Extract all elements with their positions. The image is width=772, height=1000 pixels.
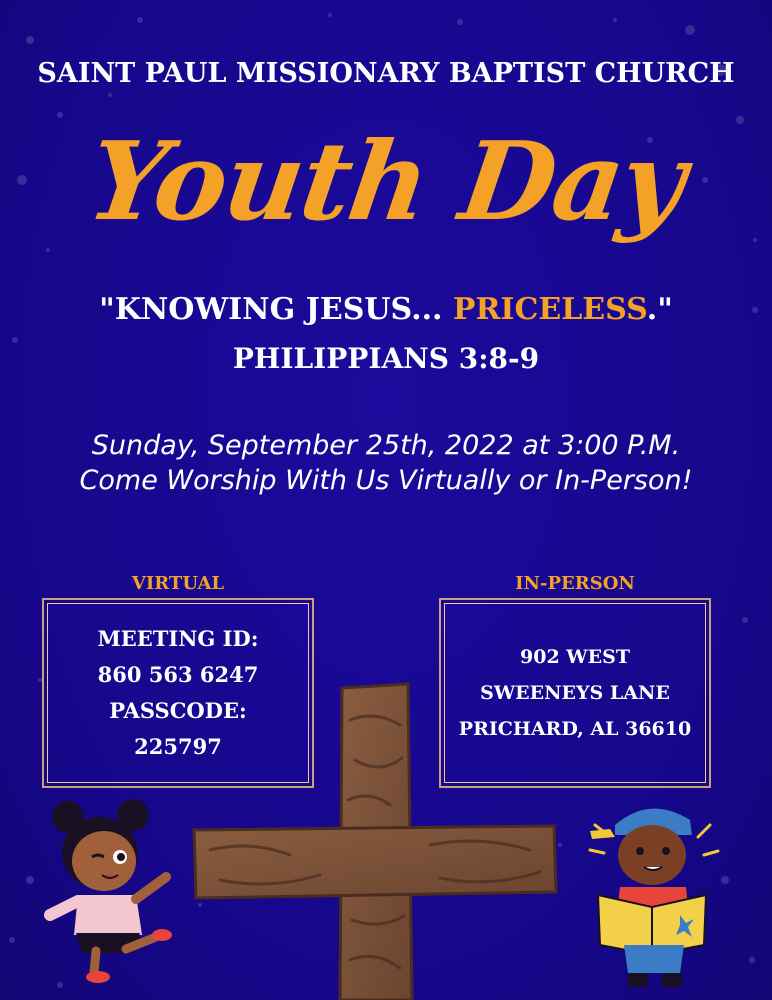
theme-close: ." (646, 292, 673, 327)
church-name: SAINT PAUL MISSIONARY BAPTIST CHURCH (37, 58, 735, 89)
meeting-id-label: MEETING ID: (97, 626, 259, 651)
theme-open-quote: " (99, 292, 115, 327)
address-line-3: PRICHARD, AL 36610 (458, 718, 692, 740)
passcode-value: 225797 (134, 734, 222, 759)
invitation-line: Come Worship With Us Virtually or In-Person! (79, 465, 693, 496)
virtual-heading: VIRTUAL (131, 573, 225, 594)
in-person-heading: IN-PERSON (515, 573, 635, 594)
theme-line (0, 292, 772, 327)
address-line-1: 902 WEST (520, 646, 630, 668)
boy-reading-book-illustration (580, 795, 730, 995)
wooden-cross-illustration (190, 680, 560, 1000)
event-date-time: Sunday, September 25th, 2022 at 3:00 P.M. (91, 430, 681, 461)
passcode-label: PASSCODE: (109, 698, 247, 723)
girl-character-illustration (38, 795, 188, 985)
event-title: Youth Day (80, 119, 692, 245)
address-line-2: SWEENEYS LANE (480, 682, 670, 704)
meeting-id-value: 860 563 6247 (97, 662, 259, 687)
scripture-reference: PHILIPPIANS 3:8-9 (232, 342, 540, 375)
theme-part-2: PRICELESS (452, 292, 647, 327)
theme-part-1: KNOWING JESUS... (114, 292, 453, 327)
